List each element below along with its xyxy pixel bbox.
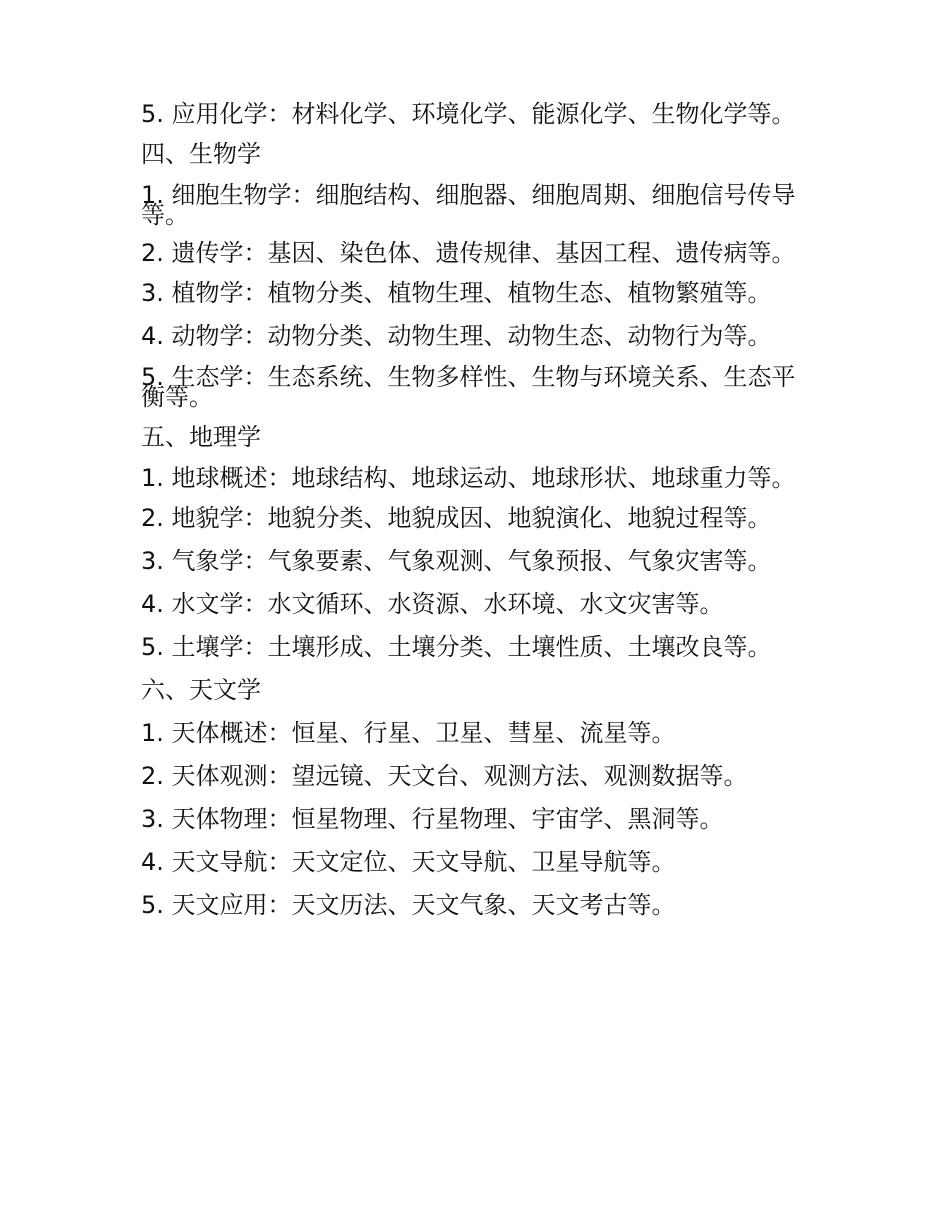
section-heading-geography: 五、地理学: [141, 423, 261, 451]
list-item-applied-chemistry: 5. 应用化学：材料化学、环境化学、能源化学、生物化学等。: [141, 100, 796, 128]
list-item-celestial-overview: 1. 天体概述：恒星、行星、卫星、彗星、流星等。: [141, 719, 676, 747]
list-item-celestial-navigation: 4. 天文导航：天文定位、天文导航、卫星导航等。: [141, 848, 676, 876]
document-body: [141, 100, 801, 936]
list-item-astronomy-applications: 5. 天文应用：天文历法、天文气象、天文考古等。: [141, 891, 676, 919]
list-item-ecology: 5. 生态学：生态系统、生物多样性、生物与环境关系、生态平衡等。: [141, 363, 796, 411]
list-item-celestial-observation: 2. 天体观测：望远镜、天文台、观测方法、观测数据等。: [141, 762, 748, 790]
list-item-astrophysics: 3. 天体物理：恒星物理、行星物理、宇宙学、黑洞等。: [141, 805, 724, 833]
list-item-soil-science: 5. 土壤学：土壤形成、土壤分类、土壤性质、土壤改良等。: [141, 633, 772, 661]
section-heading-astronomy: 六、天文学: [141, 676, 261, 704]
section-heading-biology: 四、生物学: [141, 140, 261, 168]
list-item-genetics: 2. 遗传学：基因、染色体、遗传规律、基因工程、遗传病等。: [141, 239, 796, 267]
list-item-earth-overview: 1. 地球概述：地球结构、地球运动、地球形状、地球重力等。: [141, 464, 796, 492]
list-item-meteorology: 3. 气象学：气象要素、气象观测、气象预报、气象灾害等。: [141, 547, 772, 575]
list-item-hydrology: 4. 水文学：水文循环、水资源、水环境、水文灾害等。: [141, 590, 724, 618]
list-item-cell-biology: 1. 细胞生物学：细胞结构、细胞器、细胞周期、细胞信号传导等。: [141, 181, 796, 229]
list-item-zoology: 4. 动物学：动物分类、动物生理、动物生态、动物行为等。: [141, 322, 772, 350]
list-item-geomorphology: 2. 地貌学：地貌分类、地貌成因、地貌演化、地貌过程等。: [141, 504, 772, 532]
list-item-botany: 3. 植物学：植物分类、植物生理、植物生态、植物繁殖等。: [141, 279, 772, 307]
